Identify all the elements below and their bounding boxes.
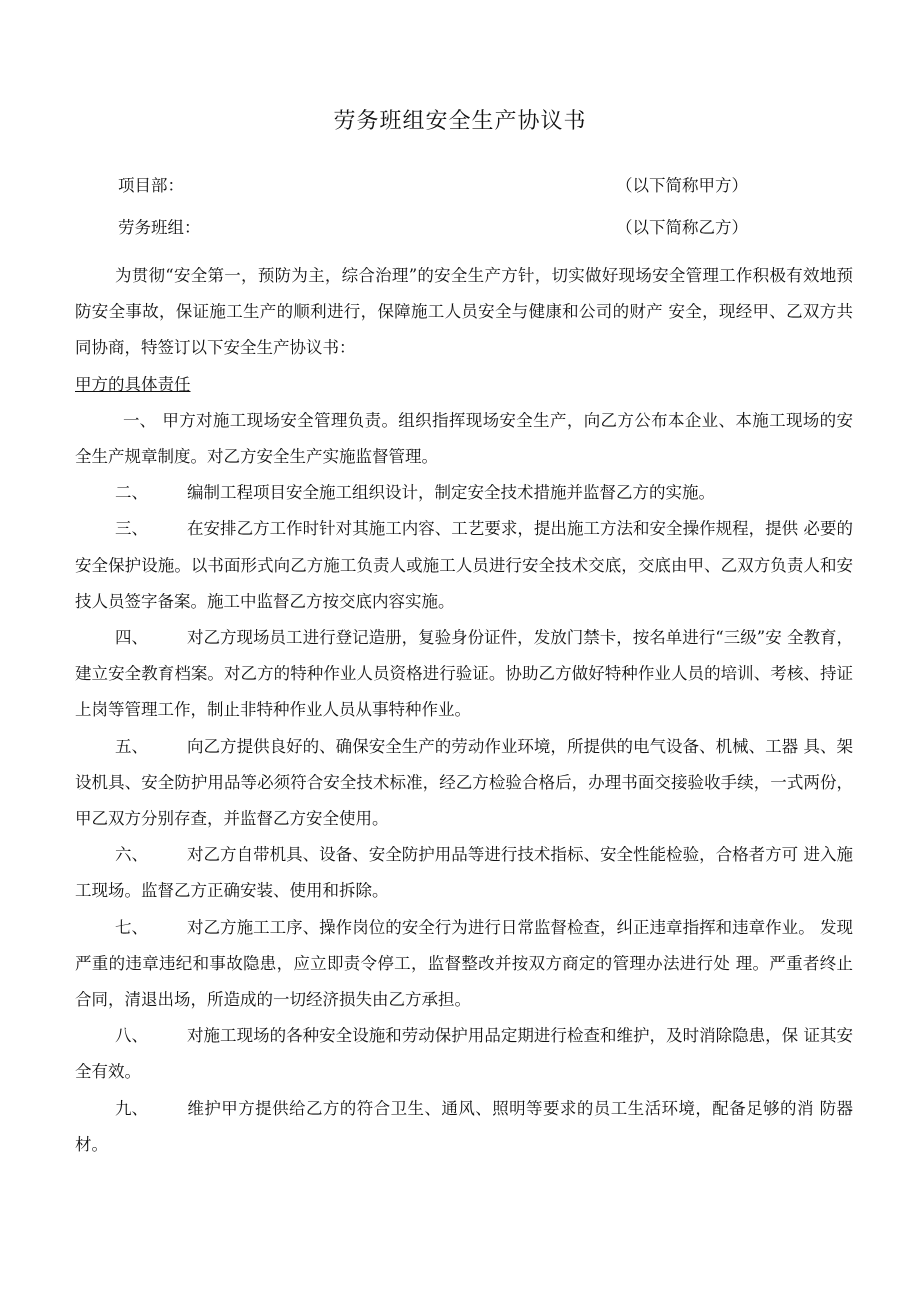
clause-8 <box>75 1018 853 1090</box>
clause-9 <box>75 1091 853 1163</box>
clause-number: 七、 <box>115 917 148 937</box>
party-b-label: 劳务班组： <box>118 218 201 237</box>
party-b-alias: （以下简称乙方） <box>616 218 748 237</box>
clause-4 <box>75 620 853 729</box>
clause-number: 六、 <box>115 845 148 865</box>
party-a-label: 项目部： <box>118 176 184 195</box>
clause-number: 一、 <box>123 410 156 430</box>
clause-text: 对乙方自带机具、设备、安全防护用品等进行技术指标、安全性能检验，合格者方可 进入施工现场。监督乙方正确安装、使用和拆除。 <box>75 845 853 901</box>
clause-3 <box>75 511 853 620</box>
clause-text: 对乙方现场员工进行登记造册，复验身份证件，发放门禁卡，按名单进行“三级”安 全教育，建立安全教育档案。对乙方的特种作业人员资格进行验证。协助乙方做好特种作业人员的培训、考核、持证上岗等管理工作，制止非特种作业人员从事特种作业。 <box>75 628 853 720</box>
section-heading: 甲方的具体责任 <box>75 374 191 394</box>
clause-number: 九、 <box>115 1098 148 1118</box>
clause-6 <box>75 837 853 909</box>
clause-number: 三、 <box>115 519 148 539</box>
document-title: 劳务班组安全生产协议书 <box>333 109 587 134</box>
party-a-alias: （以下简称甲方） <box>616 176 748 195</box>
intro-paragraph: 为贯彻“安全第一，预防为主，综合治理”的安全生产方针，切实做好现场安全管理工作积极有效地预防安全事故，保证施工生产的顺利进行，保障施工人员安全与健康和公司的财产 安全，现经甲、乙双方共同协商，特签订以下安全生产协议书： <box>75 266 853 358</box>
clause-text: 对乙方施工工序、操作岗位的安全行为进行日常监督检查，纠正违章指挥和违章作业。 发现严重的违章违纪和事故隐患，应立即责令停工，监督整改并按双方商定的管理办法进行处 理。严重者终止合同，清退出场，所造成的一切经济损失由乙方承担。 <box>75 917 853 1010</box>
clause-1 <box>75 403 853 475</box>
clause-text: 维护甲方提供给乙方的符合卫生、通风、照明等要求的员工生活环境，配备足够的消 防器材。 <box>75 1098 853 1154</box>
clause-5 <box>75 729 853 838</box>
clause-number: 四、 <box>115 628 148 648</box>
document-body <box>75 258 853 1163</box>
clause-7 <box>75 910 853 1019</box>
clause-text: 在安排乙方工作时针对其施工内容、工艺要求，提出施工方法和安全操作规程，提供 必要的安全保护设施。以书面形式向乙方施工负责人或施工人员进行安全技术交底，交底由甲、乙双方负责人和安技人员签字备案。施工中监督乙方按交底内容实施。 <box>75 519 853 611</box>
clause-2 <box>75 475 853 511</box>
clause-number: 五、 <box>115 736 148 756</box>
clause-number: 八、 <box>115 1026 148 1046</box>
clause-text: 编制工程项目安全施工组织设计，制定安全技术措施并监督乙方的实施。 <box>187 483 715 503</box>
clause-text: 向乙方提供良好的、确保安全生产的劳动作业环境，所提供的电气设备、机械、工器 具、架设机具、安全防护用品等必须符合安全技术标准，经乙方检验合格后，办理书面交接验收手续，一式两份，甲乙双方分别存查，并监督乙方安全使用。 <box>75 736 853 829</box>
clause-text: 甲方对施工现场安全管理负责。组织指挥现场安全生产，向乙方公布本企业、本施工现场的安全生产规章制度。对乙方安全生产实施监督管理。 <box>75 410 853 467</box>
clause-text: 对施工现场的各种安全设施和劳动保护用品定期进行检查和维护，及时消除隐患，保 证其安全有效。 <box>75 1026 853 1082</box>
clause-number: 二、 <box>115 483 148 503</box>
